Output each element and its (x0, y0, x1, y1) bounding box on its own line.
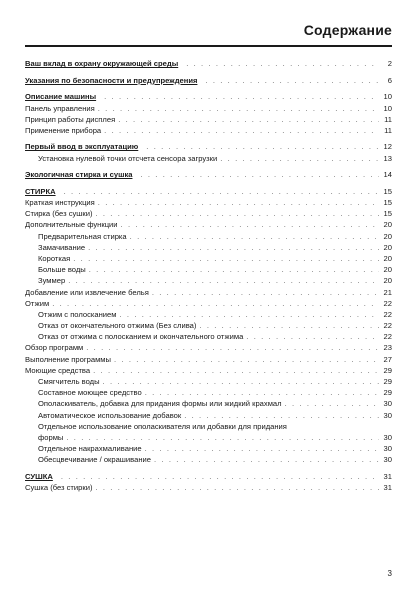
toc-entry-page: 23 (383, 343, 392, 353)
toc-entry-label (25, 472, 53, 481)
toc-entry-text: Первый ввод в эксплуатацию (25, 142, 139, 152)
toc-entry-label (25, 288, 149, 297)
toc-entry-page: 11 (384, 125, 392, 135)
toc-entry-label (25, 154, 217, 163)
toc-leader-dots (64, 187, 379, 196)
toc-entry[interactable] (25, 352, 392, 363)
toc-entry-page: 30 (383, 432, 392, 442)
toc-entry-page: 20 (383, 265, 392, 275)
page-title: Содержание (303, 22, 392, 38)
toc-entry[interactable] (25, 330, 392, 341)
toc-entry-page: 20 (383, 253, 392, 263)
toc-entry[interactable] (25, 274, 392, 285)
toc-entry-page: 6 (387, 75, 392, 85)
toc-leader-dots (220, 154, 379, 163)
toc-entry[interactable] (25, 218, 392, 229)
toc-leader-dots (145, 444, 379, 453)
toc-entry-page: 10 (383, 103, 392, 113)
toc-entry-text: Отжим с полосканием (38, 309, 117, 319)
toc-entry-page: 29 (383, 377, 392, 387)
toc-leader-dots (103, 377, 379, 386)
toc-entry-page: 20 (383, 276, 392, 286)
toc-leader-dots (130, 232, 379, 241)
toc-entry-label (25, 142, 138, 151)
toc-leader-dots (140, 170, 379, 179)
toc-entry-page: 27 (383, 354, 392, 364)
toc-entry-text: Добавление или извлечение белья (25, 287, 149, 297)
toc-entry-text: Выполнение программы (25, 354, 111, 364)
toc-leader-dots (68, 276, 379, 285)
toc-entry-page: 30 (383, 444, 392, 454)
toc-entry-page: 15 (383, 186, 392, 196)
toc-entry-label (25, 483, 92, 492)
toc-leader-dots (199, 321, 379, 330)
page-number: 3 (387, 569, 392, 578)
toc-entry-text: Обзор программ (25, 343, 84, 353)
toc-entry-label (25, 265, 86, 274)
toc-entry-page: 13 (383, 153, 392, 163)
toc-leader-dots (152, 288, 379, 297)
toc-leader-dots (98, 104, 379, 113)
toc-entry[interactable] (25, 308, 392, 319)
toc-entry-text: Больше воды (38, 265, 86, 275)
toc-leader-dots (154, 455, 379, 464)
toc-entry-label (25, 355, 111, 364)
toc-leader-dots (89, 265, 379, 274)
toc-entry[interactable] (25, 196, 392, 207)
toc-entry-page: 20 (383, 220, 392, 230)
toc-entry-label (25, 332, 243, 341)
toc-entry[interactable] (25, 124, 392, 135)
toc-entry[interactable] (25, 207, 392, 218)
toc-entry-text: СТИРКА (25, 186, 56, 196)
toc-entry-page: 31 (383, 483, 392, 493)
toc-entry[interactable] (25, 285, 392, 296)
toc-entry-label (25, 59, 178, 68)
toc-leader-dots (93, 366, 379, 375)
toc-entry[interactable] (25, 151, 392, 162)
toc-entry-label (25, 366, 90, 375)
toc-entry-page: 30 (383, 455, 392, 465)
toc-entry-label (25, 220, 118, 229)
table-of-contents (25, 57, 392, 492)
toc-entry-page: 12 (383, 142, 392, 152)
toc-entry-label-line2: формы (38, 432, 64, 442)
toc-entry[interactable] (25, 319, 392, 330)
toc-entry-label (25, 444, 142, 453)
toc-entry-page: 30 (383, 399, 392, 409)
toc-entry-label-line1: Отдельное использование ополаскивателя или добавки для придания (38, 421, 287, 431)
toc-entry[interactable] (25, 185, 392, 196)
toc-entry-text: Панель управления (25, 103, 95, 113)
toc-entry-multiline[interactable] (25, 420, 392, 442)
toc-entry-line2 (25, 431, 392, 442)
toc-entry-text: Составное моющее средство (38, 388, 142, 398)
toc-entry-page: 22 (383, 298, 392, 308)
toc-leader-dots (86, 343, 379, 352)
toc-entry-text: Короткая (38, 253, 71, 263)
toc-leader-dots (118, 115, 379, 124)
toc-leader-dots (95, 209, 379, 218)
toc-entry-page: 14 (383, 170, 392, 180)
toc-entry[interactable] (25, 297, 392, 308)
toc-entry-label (25, 126, 101, 135)
toc-entry[interactable] (25, 408, 392, 419)
toc-entry-text: Экологичная стирка и сушка (25, 170, 133, 180)
toc-entry-page: 22 (383, 321, 392, 331)
toc-entry-text: Применение прибора (25, 125, 102, 135)
toc-entry-text: Принцип работы дисплея (25, 114, 116, 124)
toc-leader-dots (66, 433, 379, 442)
toc-entry[interactable] (25, 90, 392, 101)
toc-leader-dots (88, 243, 379, 252)
toc-leader-dots (186, 59, 379, 68)
toc-entry-text: Описание машины (25, 92, 97, 102)
toc-entry-page: 29 (383, 388, 392, 398)
toc-entry-label (25, 104, 95, 113)
toc-tail-list (25, 442, 392, 492)
toc-entry[interactable] (25, 140, 392, 151)
toc-entry-label (25, 232, 127, 241)
toc-entry-text: СУШКА (25, 471, 53, 481)
toc-leader-dots (121, 220, 379, 229)
toc-entry[interactable] (25, 470, 392, 481)
toc-entry[interactable] (25, 481, 392, 492)
toc-leader-dots (285, 399, 379, 408)
toc-entry-page: 20 (383, 231, 392, 241)
toc-entry-label (25, 115, 115, 124)
toc-entry-page: 21 (383, 287, 392, 297)
toc-entry-page: 22 (383, 309, 392, 319)
toc-entry-label (25, 399, 282, 408)
toc-entry[interactable] (25, 74, 392, 85)
toc-entry-label (25, 254, 70, 263)
toc-entry[interactable] (25, 101, 392, 112)
toc-leader-dots (145, 388, 379, 397)
toc-entry[interactable] (25, 263, 392, 274)
toc-entry-text: Обесцвечивание / окрашивание (38, 455, 151, 465)
toc-entry-text: Отжим (25, 298, 50, 308)
toc-leader-dots (114, 355, 379, 364)
toc-leader-dots (61, 472, 379, 481)
toc-entry[interactable] (25, 168, 392, 179)
toc-entry[interactable] (25, 113, 392, 124)
toc-leader-dots (120, 310, 380, 319)
toc-entry-label (25, 310, 117, 319)
toc-leader-dots (104, 92, 379, 101)
toc-entry[interactable] (25, 375, 392, 386)
toc-entry-label (25, 321, 196, 330)
toc-entry-page: 10 (383, 92, 392, 102)
toc-entry-text: Отказ от отжима с полосканием и окончательного отжима (38, 332, 244, 342)
toc-entry-label (25, 343, 83, 352)
toc-leader-dots (205, 76, 379, 85)
toc-entry-text: Отдельное накрахмаливание (38, 444, 142, 454)
toc-entry-label (25, 187, 56, 196)
toc-entry-label (25, 455, 151, 464)
toc-leader-dots (146, 142, 379, 151)
toc-entry[interactable] (25, 57, 392, 68)
toc-leader-dots (98, 198, 379, 207)
toc-main-list (25, 57, 392, 420)
toc-entry[interactable] (25, 229, 392, 240)
toc-entry[interactable] (25, 364, 392, 375)
toc-entry-label (25, 388, 142, 397)
toc-entry[interactable] (25, 397, 392, 408)
toc-entry-page: 29 (383, 365, 392, 375)
toc-leader-dots (104, 126, 379, 135)
toc-entry-label (25, 170, 132, 179)
toc-entry-label (25, 92, 96, 101)
toc-entry[interactable] (25, 453, 392, 464)
toc-entry-text: Автоматическое использование добавок (38, 410, 182, 420)
toc-entry-page: 15 (383, 198, 392, 208)
toc-entry-text: Зуммер (38, 276, 66, 286)
toc-entry-label (25, 276, 65, 285)
toc-entry-text: Смягчитель воды (38, 377, 100, 387)
toc-entry-label (25, 76, 197, 85)
toc-entry-text: Краткая инструкция (25, 198, 95, 208)
toc-entry-text: Сушка (без стирки) (25, 483, 93, 493)
title-rule (25, 45, 392, 47)
toc-entry-text: Моющие средства (25, 365, 91, 375)
toc-entry-text: Ополаскиватель, добавка для придания формы или жидкий крахмал (38, 399, 282, 409)
toc-entry[interactable] (25, 341, 392, 352)
toc-entry-label (25, 198, 95, 207)
toc-entry-text: Отказ от окончательного отжима (Без слива) (38, 321, 197, 331)
toc-entry-text: Стирка (без сушки) (25, 209, 93, 219)
toc-leader-dots (73, 254, 379, 263)
toc-entry[interactable] (25, 241, 392, 252)
toc-entry-page: 31 (383, 471, 392, 481)
toc-entry-label (25, 299, 49, 308)
toc-entry-page: 20 (383, 242, 392, 252)
toc-leader-dots (95, 483, 379, 492)
toc-entry-label (25, 209, 92, 218)
toc-entry-label (25, 377, 100, 386)
toc-leader-dots (246, 332, 379, 341)
toc-entry-page: 30 (383, 410, 392, 420)
toc-entry-page: 2 (387, 59, 392, 69)
toc-entry-text: Установка нулевой точки отсчета сенсора загрузки (38, 153, 218, 163)
toc-entry-text: Замачивание (38, 242, 86, 252)
toc-entry[interactable] (25, 386, 392, 397)
toc-entry-label (25, 243, 85, 252)
toc-entry-text: Дополнительные функции (25, 220, 118, 230)
toc-entry[interactable] (25, 442, 392, 453)
toc-entry-page: 11 (384, 114, 392, 124)
toc-leader-dots (184, 411, 379, 420)
toc-entry-label (25, 411, 181, 420)
toc-entry-text: Указания по безопасности и предупреждения (25, 75, 198, 85)
toc-entry-page: 22 (383, 332, 392, 342)
toc-entry[interactable] (25, 252, 392, 263)
toc-leader-dots (52, 299, 379, 308)
toc-entry-text: Предварительная стирка (38, 231, 127, 241)
toc-entry-text: Ваш вклад в охрану окружающей среды (25, 59, 179, 69)
toc-entry-page: 15 (383, 209, 392, 219)
